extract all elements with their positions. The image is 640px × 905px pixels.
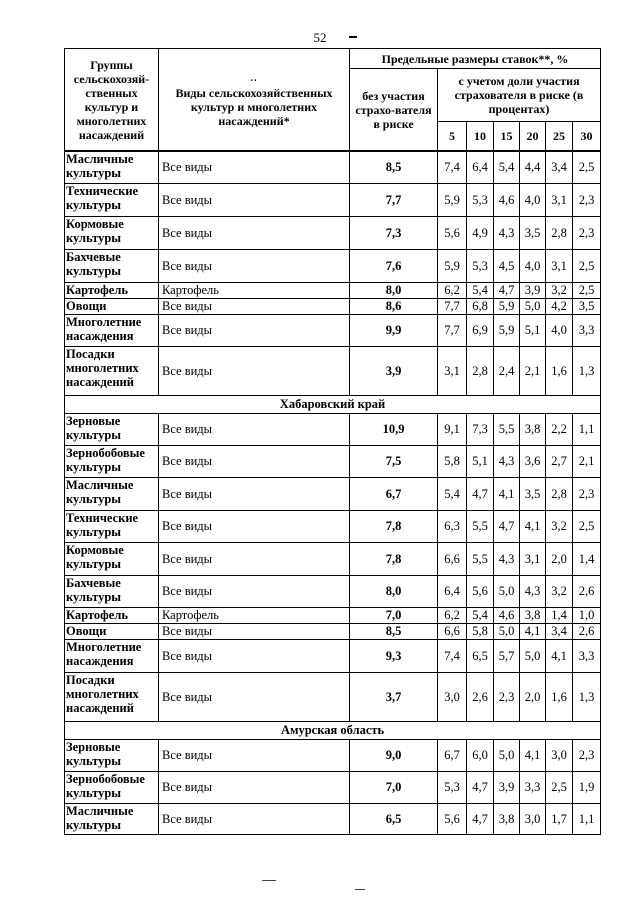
crop-group-cell: Многолетние насаждения — [65, 314, 159, 346]
share-rate-cell: 5,0 — [494, 575, 520, 607]
share-rate-cell: 2,8 — [546, 216, 573, 249]
share-rate-cell: 2,2 — [546, 413, 573, 445]
share-rate-cell: 2,8 — [467, 346, 494, 395]
share-rate-cell: 5,8 — [467, 623, 494, 639]
header-limits: Предельные размеры ставок**, % — [350, 49, 601, 69]
crop-kind-cell: Все виды — [159, 298, 350, 314]
base-rate-cell: 8,0 — [350, 282, 438, 298]
crop-group-cell: Зернобобовые культуры — [65, 445, 159, 477]
share-rate-cell: 2,5 — [573, 510, 601, 542]
share-rate-cell: 9,1 — [438, 413, 467, 445]
crop-kind-cell: Картофель — [159, 282, 350, 298]
table-row — [65, 510, 601, 542]
share-rate-cell: 3,5 — [520, 216, 546, 249]
table-row — [65, 575, 601, 607]
share-rate-cell: 2,0 — [520, 672, 546, 721]
header-kind-mark: .. — [250, 72, 258, 84]
share-rate-cell: 4,0 — [520, 183, 546, 216]
region-title: Амурская область — [65, 721, 601, 739]
header-kind — [159, 49, 350, 152]
share-rate-cell: 1,9 — [573, 771, 601, 803]
share-rate-cell: 2,3 — [494, 672, 520, 721]
share-rate-cell: 5,0 — [494, 739, 520, 771]
crop-group-cell: Многолетние насаждения — [65, 639, 159, 672]
crop-group-cell: Посадки многолетних насаждений — [65, 672, 159, 721]
share-rate-cell: 5,9 — [438, 249, 467, 282]
base-rate-cell: 7,6 — [350, 249, 438, 282]
crop-kind-cell: Все виды — [159, 575, 350, 607]
share-rate-cell: 4,1 — [546, 639, 573, 672]
share-rate-cell: 7,7 — [438, 298, 467, 314]
header-share-25: 25 — [546, 122, 573, 152]
base-rate-cell: 8,0 — [350, 575, 438, 607]
table-row — [65, 672, 601, 721]
region-row — [65, 721, 601, 739]
share-rate-cell: 6,3 — [438, 510, 467, 542]
share-rate-cell: 4,7 — [467, 803, 494, 834]
share-rate-cell: 3,1 — [438, 346, 467, 395]
share-rate-cell: 1,3 — [573, 346, 601, 395]
share-rate-cell: 4,7 — [494, 282, 520, 298]
share-rate-cell: 3,8 — [520, 607, 546, 623]
share-rate-cell: 4,7 — [467, 477, 494, 510]
share-rate-cell: 1,1 — [573, 803, 601, 834]
base-rate-cell: 8,5 — [350, 623, 438, 639]
share-rate-cell: 3,2 — [546, 575, 573, 607]
crop-group-cell: Масличные культуры — [65, 477, 159, 510]
table-row — [65, 623, 601, 639]
share-rate-cell: 7,3 — [467, 413, 494, 445]
crop-kind-cell: Все виды — [159, 639, 350, 672]
share-rate-cell: 2,7 — [546, 445, 573, 477]
base-rate-cell: 10,9 — [350, 413, 438, 445]
share-rate-cell: 5,7 — [494, 639, 520, 672]
share-rate-cell: 3,2 — [546, 282, 573, 298]
crop-group-cell: Овощи — [65, 298, 159, 314]
share-rate-cell: 5,9 — [494, 298, 520, 314]
header-share-5: 5 — [438, 122, 467, 152]
share-rate-cell: 6,4 — [438, 575, 467, 607]
header-kind-label: Виды сельскохозяйственных культур и многолетних насаждений* — [175, 85, 333, 128]
share-rate-cell: 7,7 — [438, 314, 467, 346]
share-rate-cell: 2,4 — [494, 346, 520, 395]
crop-kind-cell: Все виды — [159, 151, 350, 183]
share-rate-cell: 4,0 — [546, 314, 573, 346]
share-rate-cell: 4,4 — [520, 151, 546, 183]
share-rate-cell: 1,3 — [573, 672, 601, 721]
share-rate-cell: 2,3 — [573, 183, 601, 216]
crop-group-cell: Масличные культуры — [65, 151, 159, 183]
base-rate-cell: 9,9 — [350, 314, 438, 346]
share-rate-cell: 4,1 — [520, 623, 546, 639]
base-rate-cell: 3,9 — [350, 346, 438, 395]
table-row — [65, 249, 601, 282]
base-rate-cell: 7,3 — [350, 216, 438, 249]
share-rate-cell: 3,0 — [546, 739, 573, 771]
base-rate-cell: 7,7 — [350, 183, 438, 216]
crop-kind-cell: Картофель — [159, 607, 350, 623]
share-rate-cell: 3,5 — [520, 477, 546, 510]
base-rate-cell: 9,0 — [350, 739, 438, 771]
share-rate-cell: 3,1 — [546, 183, 573, 216]
share-rate-cell: 5,4 — [438, 477, 467, 510]
share-rate-cell: 3,3 — [573, 314, 601, 346]
header-share-15: 15 — [494, 122, 520, 152]
share-rate-cell: 5,5 — [467, 510, 494, 542]
share-rate-cell: 5,9 — [494, 314, 520, 346]
crop-kind-cell: Все виды — [159, 314, 350, 346]
crop-group-cell: Масличные культуры — [65, 803, 159, 834]
share-rate-cell: 5,3 — [467, 183, 494, 216]
share-rate-cell: 5,3 — [438, 771, 467, 803]
share-rate-cell: 2,6 — [467, 672, 494, 721]
crop-kind-cell: Все виды — [159, 249, 350, 282]
share-rate-cell: 3,6 — [520, 445, 546, 477]
crop-group-cell: Технические культуры — [65, 510, 159, 542]
crop-group-cell: Картофель — [65, 607, 159, 623]
share-rate-cell: 6,8 — [467, 298, 494, 314]
share-rate-cell: 4,5 — [494, 249, 520, 282]
share-rate-cell: 3,5 — [573, 298, 601, 314]
share-rate-cell: 2,5 — [546, 771, 573, 803]
share-rate-cell: 4,2 — [546, 298, 573, 314]
crop-group-cell: Кормовые культуры — [65, 542, 159, 575]
share-rate-cell: 4,7 — [494, 510, 520, 542]
share-rate-cell: 4,0 — [520, 249, 546, 282]
share-rate-cell: 2,3 — [573, 739, 601, 771]
share-rate-cell: 4,1 — [520, 510, 546, 542]
crop-kind-cell: Все виды — [159, 216, 350, 249]
crop-kind-cell: Все виды — [159, 413, 350, 445]
share-rate-cell: 5,9 — [438, 183, 467, 216]
share-rate-cell: 5,3 — [467, 249, 494, 282]
share-rate-cell: 4,3 — [494, 542, 520, 575]
share-rate-cell: 4,3 — [494, 216, 520, 249]
share-rate-cell: 1,6 — [546, 672, 573, 721]
crop-kind-cell: Все виды — [159, 623, 350, 639]
crop-group-cell: Зернобобовые культуры — [65, 771, 159, 803]
table-row — [65, 542, 601, 575]
share-rate-cell: 5,6 — [438, 216, 467, 249]
crop-kind-cell: Все виды — [159, 739, 350, 771]
header-no-share: без участия страхо-вателя в риске — [350, 69, 438, 152]
crop-group-cell: Кормовые культуры — [65, 216, 159, 249]
crop-kind-cell: Все виды — [159, 672, 350, 721]
share-rate-cell: 5,5 — [494, 413, 520, 445]
share-rate-cell: 6,0 — [467, 739, 494, 771]
share-rate-cell: 1,6 — [546, 346, 573, 395]
share-rate-cell: 4,1 — [520, 739, 546, 771]
share-rate-cell: 6,5 — [467, 639, 494, 672]
page-number: 52 — [313, 30, 327, 45]
header-with-share: с учетом доли участия страхователя в риске (в процентах) — [438, 69, 601, 122]
share-rate-cell: 6,7 — [438, 739, 467, 771]
share-rate-cell: 2,3 — [573, 477, 601, 510]
share-rate-cell: 3,9 — [520, 282, 546, 298]
base-rate-cell: 7,0 — [350, 607, 438, 623]
share-rate-cell: 3,3 — [573, 639, 601, 672]
share-rate-cell: 2,1 — [573, 445, 601, 477]
insurance-rates-table — [64, 48, 601, 835]
share-rate-cell: 4,1 — [494, 477, 520, 510]
share-rate-cell: 5,0 — [520, 298, 546, 314]
crop-group-cell: Зерновые культуры — [65, 413, 159, 445]
share-rate-cell: 1,7 — [546, 803, 573, 834]
header-row-1 — [65, 49, 601, 69]
share-rate-cell: 3,1 — [520, 542, 546, 575]
share-rate-cell: 1,4 — [546, 607, 573, 623]
share-rate-cell: 3,4 — [546, 623, 573, 639]
share-rate-cell: 2,6 — [573, 575, 601, 607]
share-rate-cell: 2,0 — [546, 542, 573, 575]
share-rate-cell: 2,3 — [573, 216, 601, 249]
table-row — [65, 151, 601, 183]
table-row — [65, 183, 601, 216]
base-rate-cell: 7,5 — [350, 445, 438, 477]
share-rate-cell: 5,0 — [520, 639, 546, 672]
share-rate-cell: 6,6 — [438, 623, 467, 639]
base-rate-cell: 7,8 — [350, 542, 438, 575]
share-rate-cell: 3,8 — [494, 803, 520, 834]
table-row — [65, 803, 601, 834]
share-rate-cell: 5,1 — [467, 445, 494, 477]
share-rate-cell: 3,3 — [520, 771, 546, 803]
crop-kind-cell: Все виды — [159, 803, 350, 834]
share-rate-cell: 5,6 — [467, 575, 494, 607]
share-rate-cell: 5,6 — [438, 803, 467, 834]
base-rate-cell: 7,0 — [350, 771, 438, 803]
crop-group-cell: Посадки многолетних насаждений — [65, 346, 159, 395]
base-rate-cell: 3,7 — [350, 672, 438, 721]
share-rate-cell: 5,4 — [467, 607, 494, 623]
share-rate-cell: 5,0 — [494, 623, 520, 639]
share-rate-cell: 5,4 — [494, 151, 520, 183]
crop-group-cell: Бахчевые культуры — [65, 249, 159, 282]
share-rate-cell: 1,0 — [573, 607, 601, 623]
crop-kind-cell: Все виды — [159, 510, 350, 542]
base-rate-cell: 8,5 — [350, 151, 438, 183]
share-rate-cell: 5,1 — [520, 314, 546, 346]
base-rate-cell: 8,6 — [350, 298, 438, 314]
share-rate-cell: 3,0 — [438, 672, 467, 721]
table-row — [65, 607, 601, 623]
share-rate-cell: 2,5 — [573, 282, 601, 298]
base-rate-cell: 7,8 — [350, 510, 438, 542]
table-row — [65, 477, 601, 510]
base-rate-cell: 6,7 — [350, 477, 438, 510]
region-title: Хабаровский край — [65, 395, 601, 413]
crop-group-cell: Картофель — [65, 282, 159, 298]
share-rate-cell: 7,4 — [438, 151, 467, 183]
share-rate-cell: 2,6 — [573, 623, 601, 639]
share-rate-cell: 3,9 — [494, 771, 520, 803]
share-rate-cell: 6,2 — [438, 282, 467, 298]
base-rate-cell: 9,3 — [350, 639, 438, 672]
page-mark — [349, 36, 357, 38]
scan-mark — [262, 880, 276, 881]
table-body — [65, 151, 601, 834]
share-rate-cell: 5,4 — [467, 282, 494, 298]
share-rate-cell: 3,4 — [546, 151, 573, 183]
share-rate-cell: 4,6 — [494, 607, 520, 623]
base-rate-cell: 6,5 — [350, 803, 438, 834]
share-rate-cell: 2,1 — [520, 346, 546, 395]
share-rate-cell: 1,4 — [573, 542, 601, 575]
share-rate-cell: 1,1 — [573, 413, 601, 445]
header-share-10: 10 — [467, 122, 494, 152]
table-row — [65, 346, 601, 395]
share-rate-cell: 3,1 — [546, 249, 573, 282]
table-row — [65, 639, 601, 672]
crop-kind-cell: Все виды — [159, 183, 350, 216]
crop-kind-cell: Все виды — [159, 542, 350, 575]
share-rate-cell: 4,7 — [467, 771, 494, 803]
share-rate-cell: 7,4 — [438, 639, 467, 672]
share-rate-cell: 6,2 — [438, 607, 467, 623]
share-rate-cell: 2,8 — [546, 477, 573, 510]
share-rate-cell: 6,4 — [467, 151, 494, 183]
table-row — [65, 314, 601, 346]
crop-group-cell: Овощи — [65, 623, 159, 639]
share-rate-cell: 2,5 — [573, 249, 601, 282]
crop-kind-cell: Все виды — [159, 477, 350, 510]
scan-mark — [355, 889, 365, 890]
share-rate-cell: 2,5 — [573, 151, 601, 183]
crop-group-cell: Зерновые культуры — [65, 739, 159, 771]
crop-kind-cell: Все виды — [159, 346, 350, 395]
table-row — [65, 216, 601, 249]
crop-kind-cell: Все виды — [159, 445, 350, 477]
table-row — [65, 282, 601, 298]
table-row — [65, 413, 601, 445]
share-rate-cell: 6,6 — [438, 542, 467, 575]
crop-group-cell: Технические культуры — [65, 183, 159, 216]
header-group: Группы сельскохозяй-ственных культур и многолетних насаждений — [65, 49, 159, 152]
share-rate-cell: 5,8 — [438, 445, 467, 477]
table-row — [65, 298, 601, 314]
header-share-30: 30 — [573, 122, 601, 152]
share-rate-cell: 4,3 — [494, 445, 520, 477]
crop-group-cell: Бахчевые культуры — [65, 575, 159, 607]
region-row — [65, 395, 601, 413]
share-rate-cell: 3,0 — [520, 803, 546, 834]
share-rate-cell: 5,5 — [467, 542, 494, 575]
share-rate-cell: 4,9 — [467, 216, 494, 249]
share-rate-cell: 6,9 — [467, 314, 494, 346]
share-rate-cell: 3,2 — [546, 510, 573, 542]
crop-kind-cell: Все виды — [159, 771, 350, 803]
share-rate-cell: 3,8 — [520, 413, 546, 445]
share-rate-cell: 4,3 — [520, 575, 546, 607]
table-row — [65, 739, 601, 771]
header-share-20: 20 — [520, 122, 546, 152]
table-row — [65, 445, 601, 477]
table-row — [65, 771, 601, 803]
share-rate-cell: 4,6 — [494, 183, 520, 216]
